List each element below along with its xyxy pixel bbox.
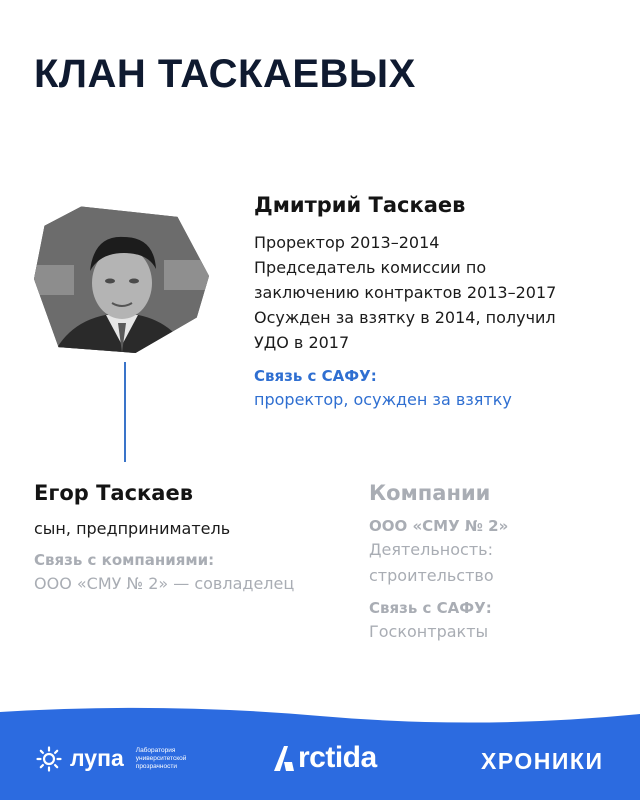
main-person-line: Осужден за взятку в 2014, получил [254,308,556,327]
main-person-card [254,193,624,413]
arctida-a-icon [272,744,296,772]
chronicles-label: ХРОНИКИ [481,748,604,774]
lupa-logo [36,745,216,772]
sun-icon [36,746,62,772]
lupa-subtitle [136,747,216,771]
relative-role: сын, предприниматель [34,519,231,538]
company-name: ООО «СМУ № 2» [369,517,509,535]
connector-line [124,362,126,462]
portrait-photo [34,205,209,353]
lupa-subtitle-line: Лаборатория [135,746,176,754]
page-title: КЛАН ТАСКАЕВЫХ [34,52,416,96]
relative-link-heading: Связь с компаниями: [34,551,215,569]
relative-name: Егор Таскаев [34,481,193,505]
arctida-logo [272,741,377,775]
companies-title: Компании [369,481,491,505]
main-person-line: УДО в 2017 [254,333,350,352]
main-person-line: Проректор 2013–2014 [254,233,440,252]
companies-card [369,481,619,645]
main-person-name: Дмитрий Таскаев [254,193,466,217]
main-person-description [254,230,624,355]
lupa-subtitle-line: университетской [135,754,187,762]
main-person-line: Председатель комиссии по [254,258,487,277]
lupa-subtitle-line: прозрачности [135,762,177,770]
company-activity-label: Деятельность: [369,540,493,559]
main-person-link-text: проректор, осужден за взятку [254,390,512,409]
company-link-heading: Связь с САФУ: [369,599,492,617]
arctida-name: rctida [298,741,377,774]
main-person-line: заключению контрактов 2013–2017 [254,283,557,302]
relative-link-text: ООО «СМУ № 2» — совладелец [34,574,295,593]
company-activity-value: строительство [369,566,494,585]
lupa-name: лупа [70,745,124,771]
relative-card [34,481,354,597]
company-link-value: Госконтракты [369,622,489,641]
main-person-link-heading: Связь с САФУ: [254,367,377,385]
